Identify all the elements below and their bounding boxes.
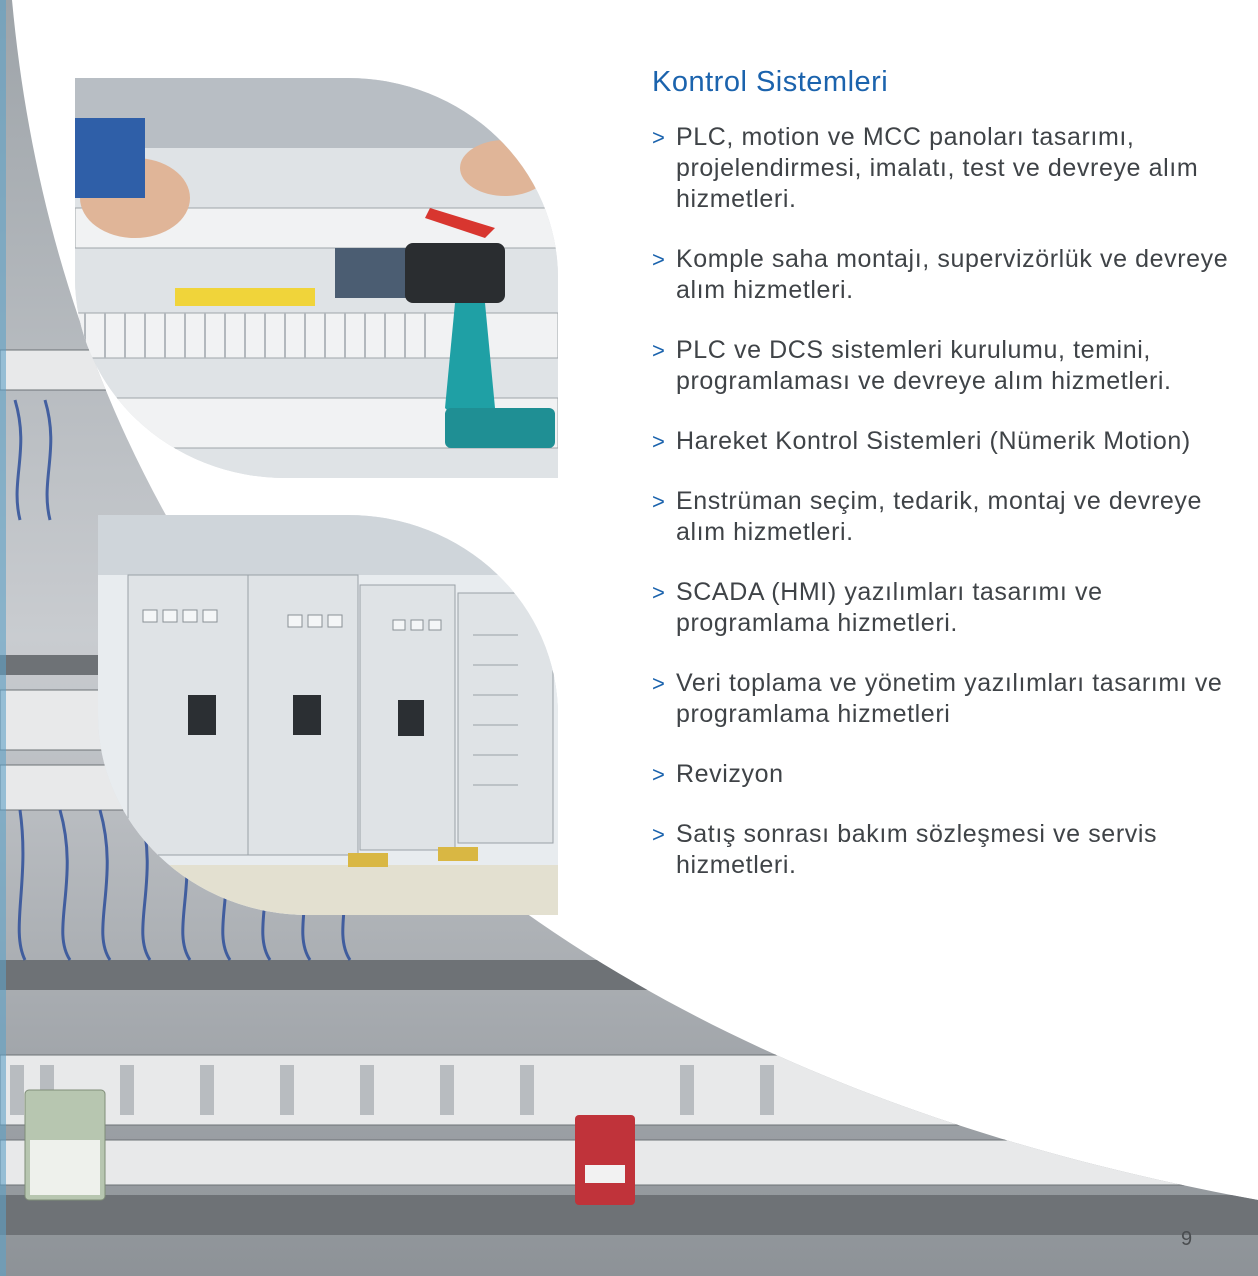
page-number: 9 bbox=[1181, 1228, 1193, 1250]
service-item bbox=[652, 426, 1232, 457]
service-item bbox=[652, 244, 1232, 306]
service-text: Enstrüman seçim, tedarik, montaj ve devreye alım hizmetleri. bbox=[676, 487, 1203, 546]
chevron-right-icon: > bbox=[652, 489, 666, 514]
service-item bbox=[652, 819, 1232, 881]
chevron-right-icon: > bbox=[652, 762, 666, 787]
service-text: PLC ve DCS sistemleri kurulumu, temini, programlaması ve devreye alım hizmetleri. bbox=[676, 336, 1172, 395]
service-item bbox=[652, 668, 1232, 730]
switchgear-cabinets-photo bbox=[98, 515, 558, 915]
services-list bbox=[652, 122, 1232, 881]
service-text: Veri toplama ve yönetim yazılımları tasarımı ve programlama hizmetleri bbox=[676, 669, 1223, 728]
chevron-right-icon: > bbox=[652, 822, 666, 847]
service-text: Satış sonrası bakım sözleşmesi ve servis hizmetleri. bbox=[676, 820, 1158, 879]
service-item bbox=[652, 335, 1232, 397]
chevron-right-icon: > bbox=[652, 247, 666, 272]
chevron-right-icon: > bbox=[652, 125, 666, 150]
service-item bbox=[652, 486, 1232, 548]
service-item bbox=[652, 577, 1232, 639]
service-text: PLC, motion ve MCC panoları tasarımı, projelendirmesi, imalatı, test ve devreye alım hizmetleri. bbox=[676, 123, 1199, 213]
chevron-right-icon: > bbox=[652, 429, 666, 454]
content-column bbox=[652, 62, 1232, 910]
chevron-right-icon: > bbox=[652, 671, 666, 696]
service-item bbox=[652, 122, 1232, 215]
panel-assembly-photo bbox=[75, 78, 558, 478]
section-title: Kontrol Sistemleri bbox=[652, 66, 889, 98]
service-text: Komple saha montajı, supervizörlük ve devreye alım hizmetleri. bbox=[676, 245, 1229, 304]
service-text: Revizyon bbox=[676, 760, 784, 788]
service-item bbox=[652, 759, 1232, 790]
service-text: Hareket Kontrol Sistemleri (Nümerik Motion) bbox=[676, 427, 1191, 455]
chevron-right-icon: > bbox=[652, 338, 666, 363]
service-text: SCADA (HMI) yazılımları tasarımı ve programlama hizmetleri. bbox=[676, 578, 1103, 637]
chevron-right-icon: > bbox=[652, 580, 666, 605]
